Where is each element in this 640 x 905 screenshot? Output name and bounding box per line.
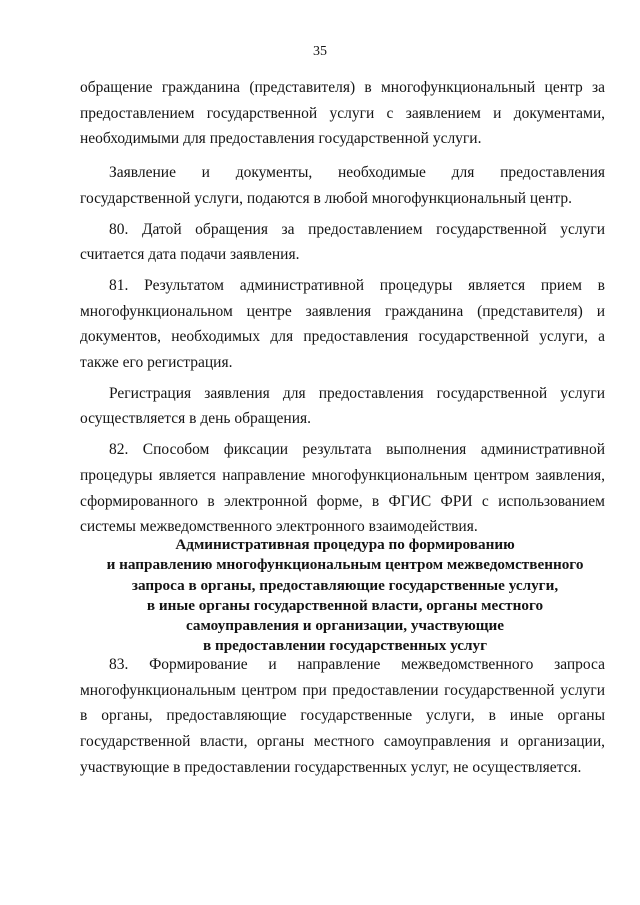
- paragraph: обращение гражданина (представителя) в многофункциональный центр за предоставлением государственной услуги с заявлением и документами, необходимыми для предоставления государственной услуги.: [80, 79, 605, 148]
- paragraph: Регистрация заявления для предоставления государственной услуги осуществляется в день обращения.: [80, 384, 605, 428]
- page-number: 35: [313, 44, 327, 59]
- paragraph: 83. Формирование и направление межведомственного запроса многофункциональным центром при предоставлении государственной услуги в органы, предоставляющие государственные услуги, в иные органы государственной власти, органы местного самоуправления и организации, участвующие в предоставлении государственных услуг, не осуществляется.: [80, 656, 605, 776]
- section-heading: [80, 535, 610, 657]
- paragraph: Заявление и документы, необходимые для предоставления государственной услуги, подаются в любой многофункциональный центр.: [80, 164, 605, 207]
- paragraph: 81. Результатом административной процедуры является прием в многофункциональном центре заявления гражданина (представителя) и документов, необходимых для предоставления государственной услуги, а также его регистрация.: [80, 276, 605, 372]
- heading-line: в предоставлении государственных услуг: [202, 637, 488, 655]
- heading-line: и направлению многофункциональным центром межведомственного: [106, 556, 584, 574]
- body-text-upper: [80, 75, 605, 540]
- paragraph: 80. Датой обращения за предоставлением государственной услуги считается дата подачи заявления.: [80, 220, 605, 264]
- heading-line: Административная процедура по формированию: [175, 536, 515, 553]
- body-text-lower: [80, 652, 605, 781]
- heading-line: самоуправления и организации, участвующие: [185, 617, 505, 635]
- heading-line: в иные органы государственной власти, органы местного: [146, 596, 544, 614]
- paragraph: 82. Способом фиксации результата выполнения административной процедуры является направление многофункциональным центром заявления, сформированного в электронной форме, в ФГИС ФРИ с использованием системы межведомственного электронного взаимодействия.: [80, 441, 605, 536]
- heading-line: запроса в органы, предоставляющие государственные услуги,: [131, 576, 559, 594]
